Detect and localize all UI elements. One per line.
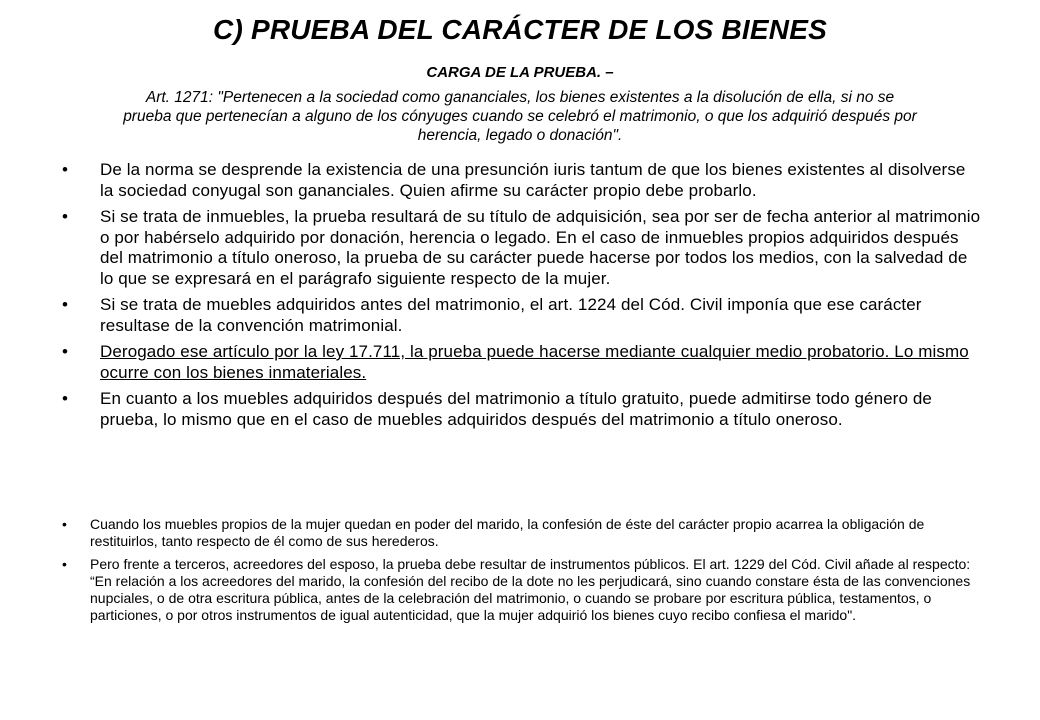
bullet-item [62,295,982,336]
bullet-text: De la norma se desprende la existencia de una presunción iuris tantum de que los bienes existentes al disolverse la sociedad conyugal son gananciales. Quien afirme su carácter propio debe probarlo. [100,160,966,200]
bullet-item [62,207,982,289]
bullet-text: Si se trata de inmuebles, la prueba resultará de su título de adquisición, sea por ser de fecha anterior al matrimonio o por habérselo adquirido por donación, herencia o legado. En el caso de inmuebles propios adquiridos después del matrimonio a título oneroso, la prueba de su carácter puede hacerse por todos los medios, con la salvedad de lo que se expresará en el parágrafo siguiente respecto de la mujer. [100,207,981,288]
bullet-item [62,389,982,430]
slide-title: C) PRUEBA DEL CARÁCTER DE LOS BIENES [213,14,827,45]
article-quote: Art. 1271: "Pertenecen a la sociedad como gananciales, los bienes existentes a la disolución de ella, si no se prueba que pertenecían a alguno de los cónyuges cuando se celebró el matrimonio, o que los adquirió después por herencia, legado o donación". [123,89,917,144]
bullet-point-icon: • [62,342,69,361]
secondary-bullet-list [62,516,992,630]
main-bullet-list [62,160,982,436]
bullet-text: Si se trata de muebles adquiridos antes del matrimonio, el art. 1224 del Cód. Civil imponía que ese carácter resultase de la convención matrimonial. [100,295,922,335]
small-bullet-text: Cuando los muebles propios de la mujer quedan en poder del marido, la confesión de éste del carácter propio acarrea la obligación de restituirlos, tanto respecto de él como de sus herederos. [90,516,925,549]
bullet-point-icon: • [62,389,69,408]
small-bullet-text: Pero frente a terceros, acreedores del esposo, la prueba debe resultar de instrumentos públicos. El art. 1229 del Cód. Civil añade al respecto: “En relación a los acreedores del marido, la confesión del recibo de la dote no les perjudicará, sino cuando constare ésta de las convenciones nupciales, o de otra escritura pública, antes de la celebración del matrimonio, o cuando se probare por escritura pública, testamentos, o particiones, o por otros instrumentos de igual autenticidad, que la mujer adquirió los bienes cuyo recibo confiesa el marido". [90,556,971,623]
bullet-text: En cuanto a los muebles adquiridos después del matrimonio a título gratuito, puede admitirse todo género de prueba, lo mismo que en el caso de muebles adquiridos después del matrimonio a título oneroso. [100,389,932,429]
bullet-point-icon: • [62,556,67,572]
bullet-item [62,160,982,201]
bullet-point-icon: • [62,516,67,532]
bullet-point-icon: • [62,207,69,226]
bullet-item [62,342,982,383]
bullet-text-underlined: Derogado ese artículo por la ley 17.711, la prueba puede hacerse mediante cualquier medio probatorio. Lo mismo ocurre con los bienes inmateriales. [100,342,969,382]
bullet-point-icon: • [62,160,69,179]
small-bullet-item [62,556,992,624]
slide-subtitle: CARGA DE LA PRUEBA. – [426,64,614,81]
bullet-point-icon: • [62,295,69,314]
small-bullet-item [62,516,992,550]
